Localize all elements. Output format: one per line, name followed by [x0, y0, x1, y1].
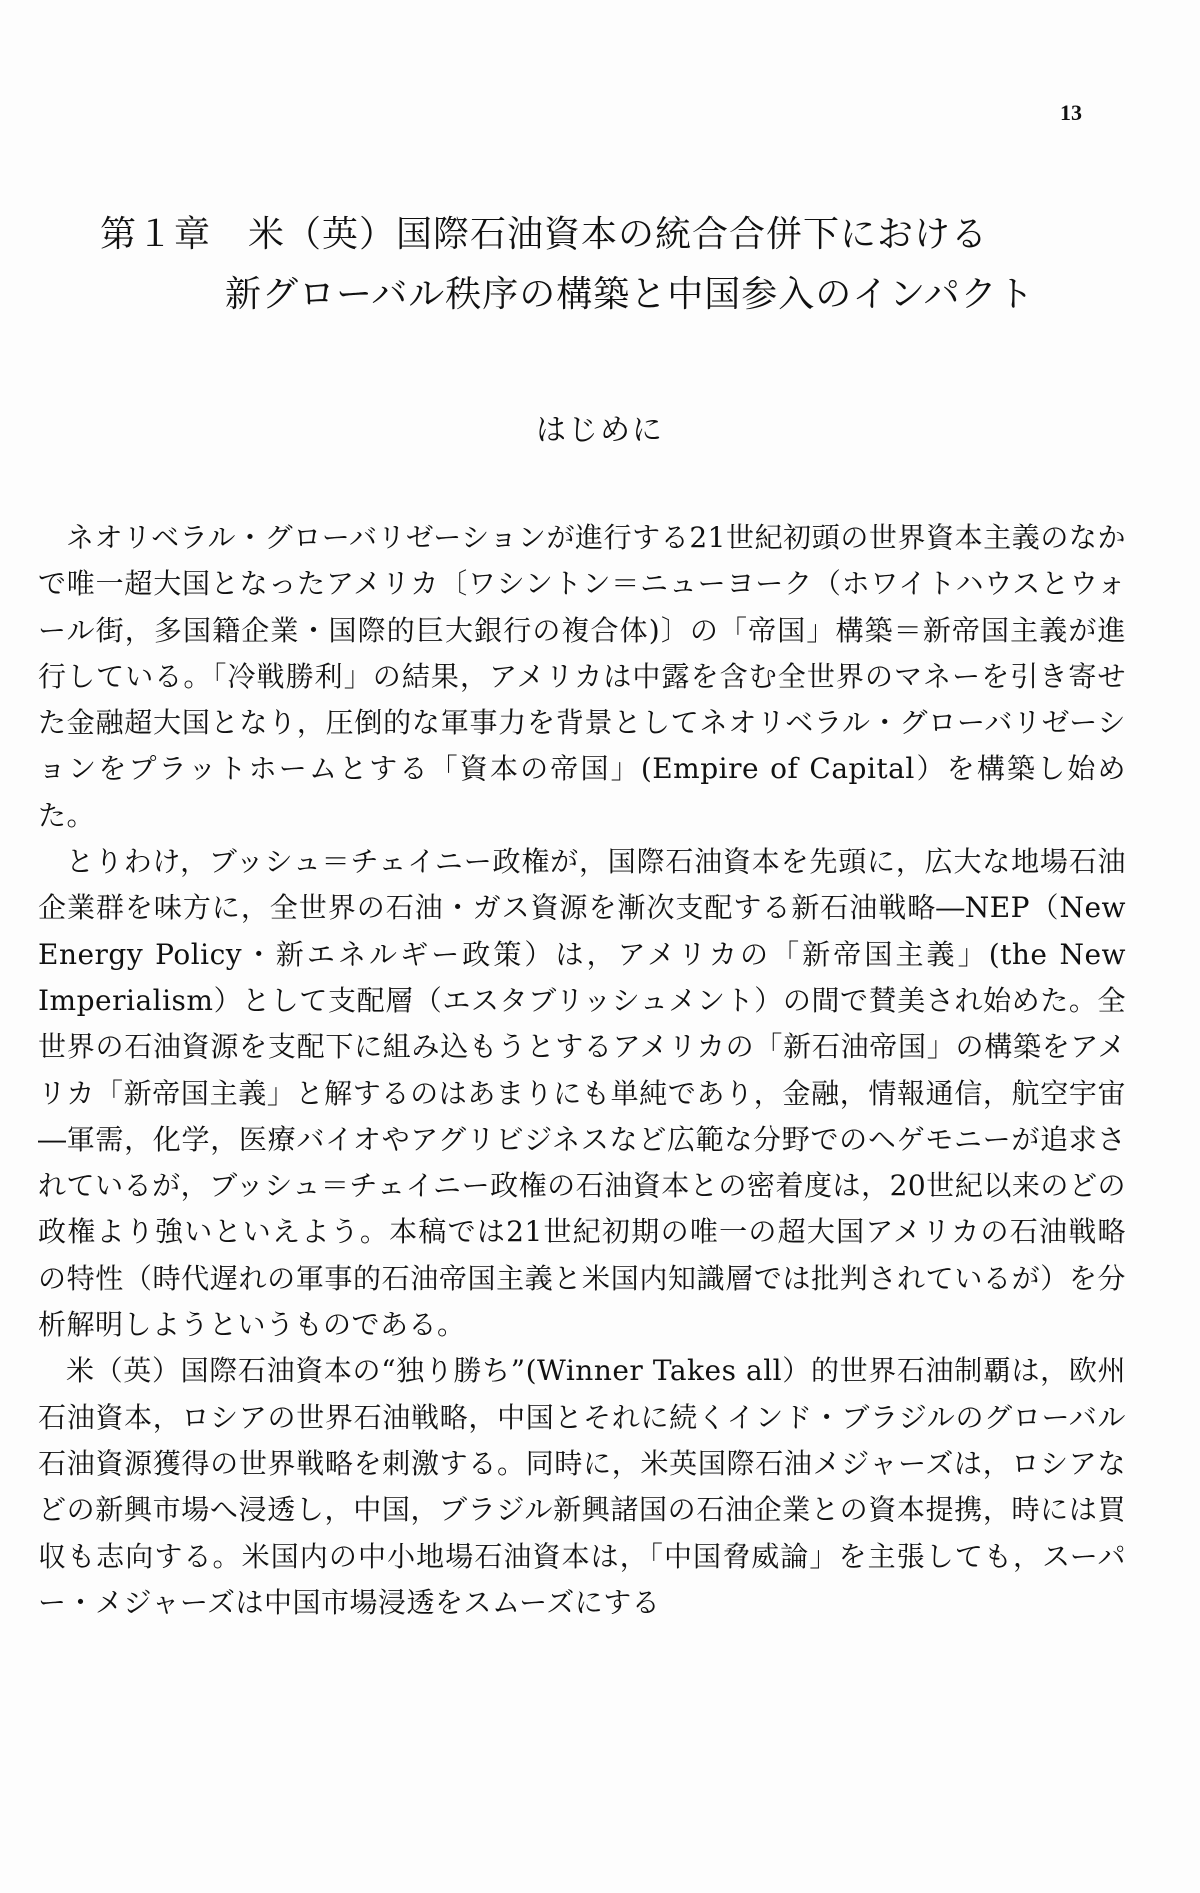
chapter-title-line-2: 新グローバル秩序の構築と中国参入のインパクト	[225, 274, 1035, 315]
paragraph-2: とりわけ，ブッシュ＝チェイニー政権が，国際石油資本を先頭に，広大な地場石油企業群を味方に，全世界の石油・ガス資源を漸次支配する新石油戦略―NEP（New Energy Policy・新エネルギー政策）は，アメリカの「新帝国主義」(the New Imperialism）として支配層（エスタブリッシュメント）の間で賛美され始めた。全世界の石油資源を支配下に組み込もうとするアメリカの「新石油帝国」の構築をアメリカ「新帝国主義」と解するのはあまりにも単純であり，金融，情報通信，航空宇宙―軍需，化学，医療バイオやアグリビジネスなど広範な分野でのヘゲモニーが追求されているが，ブッシュ＝チェイニー政権の石油資本との密着度は，20世紀以来のどの政権より強いといえよう。本稿では21世紀初期の唯一の超大国アメリカの石油戦略の特性（時代遅れの軍事的石油帝国主義と米国内知識層では批判されているが）を分析解明しようというものである。	[38, 845, 1126, 1342]
paragraph-1: ネオリベラル・グローバリゼーションが進行する21世紀初頭の世界資本主義のなかで唯一超大国となったアメリカ〔ワシントン＝ニューヨーク（ホワイトハウスとウォール街，多国籍企業・国際的巨大銀行の複合体)〕の「帝国」構築＝新帝国主義が進行している。「冷戦勝利」の結果，アメリカは中露を含む全世界のマネーを引き寄せた金融超大国となり，圧倒的な軍事力を背景としてネオリベラル・グローバリゼーションをプラットホームとする「資本の帝国」(Empire of Capital）を構築し始めた。	[38, 521, 1126, 832]
chapter-title	[100, 205, 1100, 325]
chapter-title-line-1: 第１章 米（英）国際石油資本の統合合併下における	[100, 214, 989, 255]
body-text	[38, 515, 1126, 1626]
page-number: 13	[1060, 100, 1082, 125]
section-heading: はじめに	[536, 413, 664, 448]
paragraph-3: 米（英）国際石油資本の“独り勝ち”(Winner Takes all）的世界石油制覇は，欧州石油資本，ロシアの世界石油戦略，中国とそれに続くインド・ブラジルのグローバル石油資源獲得の世界戦略を刺激する。同時に，米英国際石油メジャーズは，ロシアなどの新興市場へ浸透し，中国，ブラジル新興諸国の石油企業との資本提携，時には買収も志向する。米国内の中小地場石油資本は，「中国脅威論」を主張しても，スーパー・メジャーズは中国市場浸透をスムーズにする	[38, 1354, 1126, 1619]
